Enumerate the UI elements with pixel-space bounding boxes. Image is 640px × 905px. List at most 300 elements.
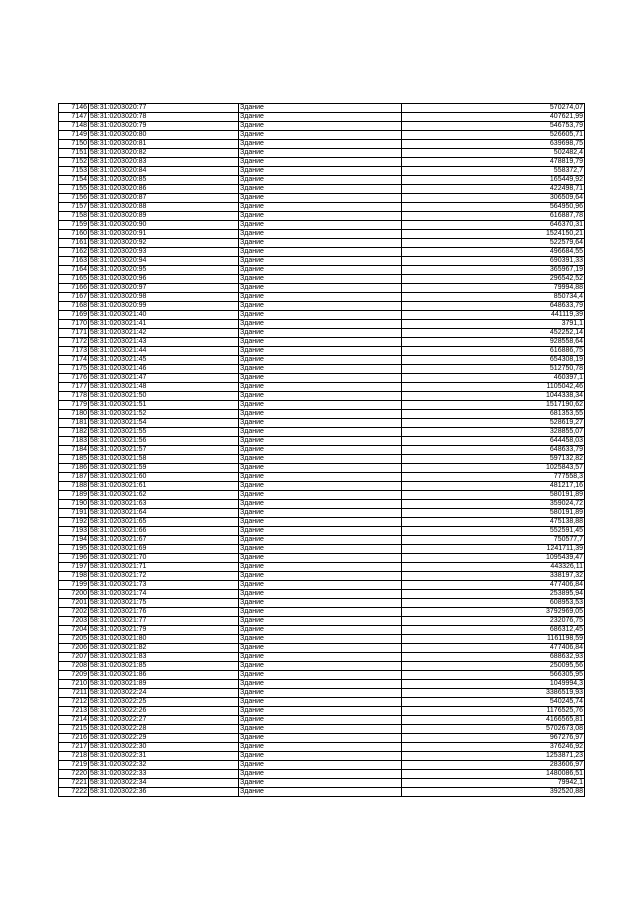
- cadastral-number-cell: 58:31:0203021:55: [89, 428, 239, 437]
- table-row: [59, 410, 585, 419]
- cadastral-number-cell: 58:31:0203021:54: [89, 419, 239, 428]
- cadastral-number-cell: 58:31:0203021:76: [89, 608, 239, 617]
- cadastral-value-cell: 392520,88: [402, 788, 585, 797]
- row-number-cell: 7199: [59, 581, 89, 590]
- row-number-cell: 7148: [59, 122, 89, 131]
- object-type-cell: Здание: [239, 185, 402, 194]
- object-type-cell: Здание: [239, 653, 402, 662]
- object-type-cell: Здание: [239, 374, 402, 383]
- row-number-cell: 7182: [59, 428, 89, 437]
- cadastral-value-cell: 328855,07: [402, 428, 585, 437]
- cadastral-number-cell: 58:31:0203021:59: [89, 464, 239, 473]
- cadastral-value-cell: 1049994,3: [402, 680, 585, 689]
- cadastral-number-cell: 58:31:0203020:90: [89, 221, 239, 230]
- table-row: [59, 554, 585, 563]
- row-number-cell: 7217: [59, 743, 89, 752]
- table-row: [59, 689, 585, 698]
- cadastral-number-cell: 58:31:0203021:74: [89, 590, 239, 599]
- cadastral-value-cell: 496684,55: [402, 248, 585, 257]
- table-row: [59, 608, 585, 617]
- object-type-cell: Здание: [239, 203, 402, 212]
- table-row: [59, 527, 585, 536]
- table-row: [59, 104, 585, 113]
- cadastral-value-cell: 566305,95: [402, 671, 585, 680]
- table-row: [59, 428, 585, 437]
- table-row: [59, 140, 585, 149]
- cadastral-value-cell: 528619,27: [402, 419, 585, 428]
- cadastral-number-cell: 58:31:0203020:79: [89, 122, 239, 131]
- cadastral-value-cell: 376246,92: [402, 743, 585, 752]
- row-number-cell: 7155: [59, 185, 89, 194]
- object-type-cell: Здание: [239, 284, 402, 293]
- cadastral-value-cell: 1095439,47: [402, 554, 585, 563]
- object-type-cell: Здание: [239, 140, 402, 149]
- table-row: [59, 113, 585, 122]
- object-type-cell: Здание: [239, 743, 402, 752]
- object-type-cell: Здание: [239, 662, 402, 671]
- table-row: [59, 635, 585, 644]
- cadastral-number-cell: 58:31:0203021:47: [89, 374, 239, 383]
- row-number-cell: 7147: [59, 113, 89, 122]
- row-number-cell: 7170: [59, 320, 89, 329]
- cadastral-value-cell: 79994,88: [402, 284, 585, 293]
- cadastral-number-cell: 58:31:0203021:57: [89, 446, 239, 455]
- object-type-cell: Здание: [239, 311, 402, 320]
- row-number-cell: 7159: [59, 221, 89, 230]
- row-number-cell: 7206: [59, 644, 89, 653]
- cadastral-value-cell: 481217,16: [402, 482, 585, 491]
- table-row: [59, 203, 585, 212]
- row-number-cell: 7198: [59, 572, 89, 581]
- cadastral-number-cell: 58:31:0203021:65: [89, 518, 239, 527]
- object-type-cell: Здание: [239, 464, 402, 473]
- cadastral-number-cell: 58:31:0203020:95: [89, 266, 239, 275]
- cadastral-value-cell: 460397,1: [402, 374, 585, 383]
- table-row: [59, 770, 585, 779]
- object-type-cell: Здание: [239, 752, 402, 761]
- cadastral-value-cell: 648633,79: [402, 446, 585, 455]
- cadastral-value-cell: 250095,56: [402, 662, 585, 671]
- registry-table-body: [59, 104, 585, 797]
- object-type-cell: Здание: [239, 671, 402, 680]
- row-number-cell: 7183: [59, 437, 89, 446]
- cadastral-number-cell: 58:31:0203020:86: [89, 185, 239, 194]
- table-row: [59, 545, 585, 554]
- cadastral-value-cell: 540245,74: [402, 698, 585, 707]
- table-row: [59, 644, 585, 653]
- cadastral-number-cell: 58:31:0203021:86: [89, 671, 239, 680]
- object-type-cell: Здание: [239, 212, 402, 221]
- table-row: [59, 671, 585, 680]
- object-type-cell: Здание: [239, 338, 402, 347]
- cadastral-number-cell: 58:31:0203021:46: [89, 365, 239, 374]
- object-type-cell: Здание: [239, 239, 402, 248]
- object-type-cell: Здание: [239, 572, 402, 581]
- table-row: [59, 509, 585, 518]
- cadastral-number-cell: 58:31:0203021:43: [89, 338, 239, 347]
- object-type-cell: Здание: [239, 581, 402, 590]
- row-number-cell: 7216: [59, 734, 89, 743]
- cadastral-value-cell: 502482,4: [402, 149, 585, 158]
- object-type-cell: Здание: [239, 410, 402, 419]
- table-row: [59, 239, 585, 248]
- cadastral-number-cell: 58:31:0203020:85: [89, 176, 239, 185]
- row-number-cell: 7167: [59, 293, 89, 302]
- row-number-cell: 7169: [59, 311, 89, 320]
- cadastral-number-cell: 58:31:0203021:40: [89, 311, 239, 320]
- table-row: [59, 536, 585, 545]
- row-number-cell: 7181: [59, 419, 89, 428]
- table-row: [59, 617, 585, 626]
- table-row: [59, 482, 585, 491]
- cadastral-number-cell: 58:31:0203021:89: [89, 680, 239, 689]
- object-type-cell: Здание: [239, 392, 402, 401]
- table-row: [59, 329, 585, 338]
- cadastral-value-cell: 639698,75: [402, 140, 585, 149]
- object-type-cell: Здание: [239, 473, 402, 482]
- object-type-cell: Здание: [239, 266, 402, 275]
- table-row: [59, 149, 585, 158]
- object-type-cell: Здание: [239, 104, 402, 113]
- object-type-cell: Здание: [239, 293, 402, 302]
- row-number-cell: 7208: [59, 662, 89, 671]
- table-row: [59, 131, 585, 140]
- table-row: [59, 599, 585, 608]
- cadastral-value-cell: 646370,31: [402, 221, 585, 230]
- cadastral-number-cell: 58:31:0203022:27: [89, 716, 239, 725]
- object-type-cell: Здание: [239, 275, 402, 284]
- row-number-cell: 7213: [59, 707, 89, 716]
- table-row: [59, 302, 585, 311]
- cadastral-value-cell: 616886,75: [402, 347, 585, 356]
- cadastral-value-cell: 253895,94: [402, 590, 585, 599]
- cadastral-value-cell: 5702673,08: [402, 725, 585, 734]
- object-type-cell: Здание: [239, 599, 402, 608]
- cadastral-number-cell: 58:31:0203020:98: [89, 293, 239, 302]
- cadastral-value-cell: 4166565,81: [402, 716, 585, 725]
- table-row: [59, 437, 585, 446]
- row-number-cell: 7149: [59, 131, 89, 140]
- object-type-cell: Здание: [239, 176, 402, 185]
- cadastral-value-cell: 338197,32: [402, 572, 585, 581]
- object-type-cell: Здание: [239, 626, 402, 635]
- object-type-cell: Здание: [239, 428, 402, 437]
- cadastral-value-cell: 850734,4: [402, 293, 585, 302]
- row-number-cell: 7184: [59, 446, 89, 455]
- cadastral-number-cell: 58:31:0203021:66: [89, 527, 239, 536]
- cadastral-value-cell: 654308,19: [402, 356, 585, 365]
- cadastral-value-cell: 558372,7: [402, 167, 585, 176]
- cadastral-number-cell: 58:31:0203020:83: [89, 158, 239, 167]
- table-row: [59, 356, 585, 365]
- cadastral-number-cell: 58:31:0203020:78: [89, 113, 239, 122]
- cadastral-value-cell: 616887,78: [402, 212, 585, 221]
- row-number-cell: 7203: [59, 617, 89, 626]
- cadastral-number-cell: 58:31:0203021:62: [89, 491, 239, 500]
- row-number-cell: 7146: [59, 104, 89, 113]
- row-number-cell: 7210: [59, 680, 89, 689]
- table-row: [59, 365, 585, 374]
- row-number-cell: 7195: [59, 545, 89, 554]
- cadastral-number-cell: 58:31:0203021:69: [89, 545, 239, 554]
- object-type-cell: Здание: [239, 698, 402, 707]
- cadastral-value-cell: 1161198,59: [402, 635, 585, 644]
- cadastral-number-cell: 58:31:0203021:50: [89, 392, 239, 401]
- cadastral-value-cell: 165449,92: [402, 176, 585, 185]
- table-row: [59, 230, 585, 239]
- table-row: [59, 167, 585, 176]
- table-row: [59, 419, 585, 428]
- row-number-cell: 7151: [59, 149, 89, 158]
- cadastral-value-cell: 777558,3: [402, 473, 585, 482]
- table-row: [59, 212, 585, 221]
- object-type-cell: Здание: [239, 122, 402, 131]
- cadastral-value-cell: 552591,45: [402, 527, 585, 536]
- table-row: [59, 455, 585, 464]
- row-number-cell: 7177: [59, 383, 89, 392]
- row-number-cell: 7192: [59, 518, 89, 527]
- row-number-cell: 7164: [59, 266, 89, 275]
- table-row: [59, 752, 585, 761]
- table-row: [59, 743, 585, 752]
- row-number-cell: 7197: [59, 563, 89, 572]
- cadastral-value-cell: 1044338,34: [402, 392, 585, 401]
- table-row: [59, 194, 585, 203]
- cadastral-number-cell: 58:31:0203021:48: [89, 383, 239, 392]
- table-row: [59, 383, 585, 392]
- cadastral-value-cell: 422498,71: [402, 185, 585, 194]
- table-row: [59, 320, 585, 329]
- cadastral-value-cell: 580191,89: [402, 491, 585, 500]
- cadastral-number-cell: 58:31:0203021:61: [89, 482, 239, 491]
- row-number-cell: 7176: [59, 374, 89, 383]
- table-row: [59, 446, 585, 455]
- table-row: [59, 284, 585, 293]
- row-number-cell: 7160: [59, 230, 89, 239]
- object-type-cell: Здание: [239, 248, 402, 257]
- cadastral-number-cell: 58:31:0203021:70: [89, 554, 239, 563]
- row-number-cell: 7157: [59, 203, 89, 212]
- object-type-cell: Здание: [239, 149, 402, 158]
- row-number-cell: 7193: [59, 527, 89, 536]
- row-number-cell: 7179: [59, 401, 89, 410]
- row-number-cell: 7205: [59, 635, 89, 644]
- object-type-cell: Здание: [239, 590, 402, 599]
- object-type-cell: Здание: [239, 365, 402, 374]
- cadastral-value-cell: 306509,64: [402, 194, 585, 203]
- object-type-cell: Здание: [239, 320, 402, 329]
- object-type-cell: Здание: [239, 761, 402, 770]
- table-row: [59, 392, 585, 401]
- cadastral-number-cell: 58:31:0203020:96: [89, 275, 239, 284]
- cadastral-number-cell: 58:31:0203021:73: [89, 581, 239, 590]
- cadastral-value-cell: 648633,79: [402, 302, 585, 311]
- object-type-cell: Здание: [239, 770, 402, 779]
- cadastral-value-cell: 1176525,76: [402, 707, 585, 716]
- cadastral-number-cell: 58:31:0203021:67: [89, 536, 239, 545]
- cadastral-number-cell: 58:31:0203020:81: [89, 140, 239, 149]
- row-number-cell: 7188: [59, 482, 89, 491]
- cadastral-number-cell: 58:31:0203022:26: [89, 707, 239, 716]
- cadastral-number-cell: 58:31:0203022:29: [89, 734, 239, 743]
- row-number-cell: 7212: [59, 698, 89, 707]
- cadastral-value-cell: 522579,64: [402, 239, 585, 248]
- cadastral-number-cell: 58:31:0203021:79: [89, 626, 239, 635]
- table-row: [59, 491, 585, 500]
- table-row: [59, 707, 585, 716]
- table-row: [59, 518, 585, 527]
- cadastral-number-cell: 58:31:0203020:80: [89, 131, 239, 140]
- cadastral-number-cell: 58:31:0203022:34: [89, 779, 239, 788]
- cadastral-value-cell: 1524150,21: [402, 230, 585, 239]
- cadastral-value-cell: 546753,79: [402, 122, 585, 131]
- row-number-cell: 7161: [59, 239, 89, 248]
- cadastral-number-cell: 58:31:0203021:52: [89, 410, 239, 419]
- row-number-cell: 7191: [59, 509, 89, 518]
- row-number-cell: 7165: [59, 275, 89, 284]
- cadastral-number-cell: 58:31:0203021:60: [89, 473, 239, 482]
- object-type-cell: Здание: [239, 356, 402, 365]
- cadastral-value-cell: 407621,99: [402, 113, 585, 122]
- row-number-cell: 7168: [59, 302, 89, 311]
- table-row: [59, 338, 585, 347]
- cadastral-number-cell: 58:31:0203022:32: [89, 761, 239, 770]
- table-row: [59, 374, 585, 383]
- cadastral-number-cell: 58:31:0203021:56: [89, 437, 239, 446]
- object-type-cell: Здание: [239, 635, 402, 644]
- object-type-cell: Здание: [239, 707, 402, 716]
- cadastral-number-cell: 58:31:0203021:85: [89, 662, 239, 671]
- cadastral-value-cell: 283606,97: [402, 761, 585, 770]
- cadastral-number-cell: 58:31:0203020:92: [89, 239, 239, 248]
- cadastral-number-cell: 58:31:0203022:30: [89, 743, 239, 752]
- cadastral-number-cell: 58:31:0203021:71: [89, 563, 239, 572]
- table-row: [59, 311, 585, 320]
- cadastral-number-cell: 58:31:0203021:72: [89, 572, 239, 581]
- cadastral-number-cell: 58:31:0203022:28: [89, 725, 239, 734]
- object-type-cell: Здание: [239, 446, 402, 455]
- cadastral-value-cell: 608953,53: [402, 599, 585, 608]
- cadastral-number-cell: 58:31:0203021:77: [89, 617, 239, 626]
- cadastral-value-cell: 1253871,23: [402, 752, 585, 761]
- row-number-cell: 7196: [59, 554, 89, 563]
- cadastral-number-cell: 58:31:0203022:36: [89, 788, 239, 797]
- cadastral-value-cell: 570274,07: [402, 104, 585, 113]
- object-type-cell: Здание: [239, 788, 402, 797]
- object-type-cell: Здание: [239, 347, 402, 356]
- object-type-cell: Здание: [239, 113, 402, 122]
- cadastral-number-cell: 58:31:0203021:64: [89, 509, 239, 518]
- object-type-cell: Здание: [239, 617, 402, 626]
- row-number-cell: 7204: [59, 626, 89, 635]
- object-type-cell: Здание: [239, 608, 402, 617]
- cadastral-value-cell: 475138,88: [402, 518, 585, 527]
- row-number-cell: 7214: [59, 716, 89, 725]
- cadastral-number-cell: 58:31:0203021:45: [89, 356, 239, 365]
- cadastral-value-cell: 452252,14: [402, 329, 585, 338]
- table-row: [59, 653, 585, 662]
- table-row: [59, 257, 585, 266]
- table-row: [59, 500, 585, 509]
- object-type-cell: Здание: [239, 689, 402, 698]
- cadastral-value-cell: 79942,1: [402, 779, 585, 788]
- cadastral-number-cell: 58:31:0203021:44: [89, 347, 239, 356]
- cadastral-number-cell: 58:31:0203021:83: [89, 653, 239, 662]
- row-number-cell: 7220: [59, 770, 89, 779]
- cadastral-value-cell: 359024,72: [402, 500, 585, 509]
- cadastral-number-cell: 58:31:0203021:82: [89, 644, 239, 653]
- row-number-cell: 7207: [59, 653, 89, 662]
- cadastral-number-cell: 58:31:0203021:58: [89, 455, 239, 464]
- cadastral-value-cell: 1025843,57: [402, 464, 585, 473]
- cadastral-number-cell: 58:31:0203021:63: [89, 500, 239, 509]
- object-type-cell: Здание: [239, 131, 402, 140]
- table-row: [59, 716, 585, 725]
- row-number-cell: 7171: [59, 329, 89, 338]
- row-number-cell: 7174: [59, 356, 89, 365]
- table-row: [59, 563, 585, 572]
- cadastral-value-cell: 1517190,62: [402, 401, 585, 410]
- object-type-cell: Здание: [239, 734, 402, 743]
- row-number-cell: 7202: [59, 608, 89, 617]
- registry-table: [58, 103, 585, 797]
- table-row: [59, 590, 585, 599]
- table-row: [59, 734, 585, 743]
- cadastral-number-cell: 58:31:0203020:87: [89, 194, 239, 203]
- cadastral-number-cell: 58:31:0203021:75: [89, 599, 239, 608]
- row-number-cell: 7211: [59, 689, 89, 698]
- cadastral-value-cell: 928558,64: [402, 338, 585, 347]
- cadastral-value-cell: 477406,84: [402, 581, 585, 590]
- table-row: [59, 293, 585, 302]
- table-row: [59, 581, 585, 590]
- cadastral-value-cell: 967276,97: [402, 734, 585, 743]
- object-type-cell: Здание: [239, 158, 402, 167]
- object-type-cell: Здание: [239, 509, 402, 518]
- object-type-cell: Здание: [239, 725, 402, 734]
- row-number-cell: 7221: [59, 779, 89, 788]
- row-number-cell: 7172: [59, 338, 89, 347]
- table-row: [59, 662, 585, 671]
- row-number-cell: 7190: [59, 500, 89, 509]
- cadastral-number-cell: 58:31:0203020:93: [89, 248, 239, 257]
- row-number-cell: 7166: [59, 284, 89, 293]
- table-row: [59, 176, 585, 185]
- row-number-cell: 7163: [59, 257, 89, 266]
- object-type-cell: Здание: [239, 257, 402, 266]
- table-row: [59, 626, 585, 635]
- cadastral-number-cell: 58:31:0203021:80: [89, 635, 239, 644]
- table-row: [59, 680, 585, 689]
- table-row: [59, 401, 585, 410]
- row-number-cell: 7186: [59, 464, 89, 473]
- cadastral-value-cell: 443326,11: [402, 563, 585, 572]
- cadastral-number-cell: 58:31:0203022:33: [89, 770, 239, 779]
- object-type-cell: Здание: [239, 455, 402, 464]
- row-number-cell: 7200: [59, 590, 89, 599]
- cadastral-value-cell: 750577,7: [402, 536, 585, 545]
- object-type-cell: Здание: [239, 554, 402, 563]
- table-row: [59, 347, 585, 356]
- cadastral-value-cell: 477406,84: [402, 644, 585, 653]
- table-row: [59, 698, 585, 707]
- cadastral-number-cell: 58:31:0203020:82: [89, 149, 239, 158]
- cadastral-value-cell: 580191,89: [402, 509, 585, 518]
- cadastral-number-cell: 58:31:0203021:51: [89, 401, 239, 410]
- cadastral-number-cell: 58:31:0203022:24: [89, 689, 239, 698]
- object-type-cell: Здание: [239, 221, 402, 230]
- table-row: [59, 725, 585, 734]
